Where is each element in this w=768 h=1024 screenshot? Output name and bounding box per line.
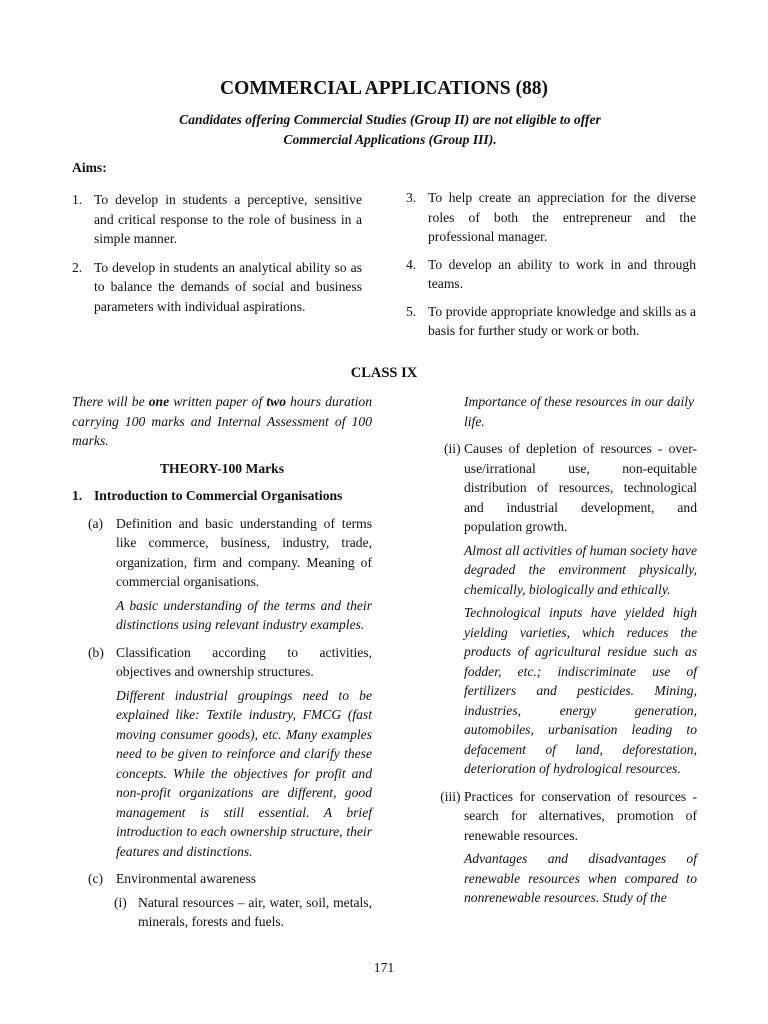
class-heading: CLASS IX: [350, 365, 418, 381]
aim-item: [406, 255, 696, 294]
subsection-note: Advantages and disadvantages of renewable resources when compared to nonrenewable resources. Study of the: [464, 851, 697, 905]
subsection-text: Environmental awareness: [116, 871, 257, 886]
subsection-note: Almost all activities of human society have degraded the environment physically, chemically, biologically and ethically.: [464, 542, 697, 597]
subsection-label: (a): [88, 515, 104, 531]
page-title: COMMERCIAL APPLICATIONS (88): [220, 78, 548, 99]
subsection-text: Definition and basic understanding of terms like commerce, business, industry, trade, organization, firm and company. Meaning of commercial organisations.: [116, 515, 372, 589]
subsection-text: Causes of depletion of resources - over-use/irrational use, non-equitable distribution of resources, technological and industrial development, and population growth.: [464, 441, 697, 534]
subsection-label: (b): [88, 644, 104, 660]
subsection-label: [404, 439, 464, 779]
aims-heading: Aims:: [72, 160, 107, 175]
aim-item: [72, 258, 362, 317]
subsection-text: Natural resources – air, water, soil, metals, minerals, forests and fuels.: [138, 894, 372, 929]
aim-number: 3.: [406, 190, 417, 205]
intro-emphasis-one: one: [148, 394, 170, 409]
subsection-note: Technological inputs have yielded high yielding varieties, which reduces the products of agricultural residue such as fodder, etc.; indiscriminate use of fertilizers and pesticides. Mining, industries, energy generation, automobiles, urbanisation leading to defacement of land, deforestation, deterioration of hydrological resources.: [464, 605, 697, 776]
subsection-label: (i): [114, 894, 127, 910]
aim-number: 2.: [72, 259, 83, 275]
intro-text: hours duration carrying 100 marks and Internal Assessment of 100 marks.: [72, 394, 372, 448]
intro-text: There will be: [72, 394, 149, 409]
aims-right-column: [406, 188, 696, 341]
section-title: Introduction to Commercial Organisations: [94, 488, 343, 503]
subsection-body: [464, 787, 697, 908]
aim-item: [406, 188, 696, 247]
section-number: 1.: [72, 488, 83, 503]
page-number: 171: [373, 960, 395, 975]
subsection-text: Classification according to activities, objectives and ownership structures.: [116, 644, 372, 679]
left-column: [72, 392, 372, 932]
aims-left-column: [72, 190, 362, 316]
aim-number: 1.: [72, 192, 83, 207]
aim-text: To develop in students a perceptive, sensitive and critical response to the role of business in a simple manner.: [94, 192, 362, 246]
subsection-a: [88, 514, 372, 635]
subsection-label: (c): [88, 871, 104, 886]
aim-text: To develop an ability to work in and through teams.: [428, 256, 696, 291]
aim-text: To help create an appreciation for the diverse roles of both the entrepreneur and the professional manager.: [428, 190, 696, 244]
intro-emphasis-two: two: [266, 394, 286, 409]
subsection-c: [88, 869, 372, 889]
aim-item: [72, 190, 362, 249]
exam-intro: [72, 392, 372, 451]
intro-text: written paper of: [169, 394, 267, 409]
subsection-c-iii: [404, 787, 697, 908]
subsection-body: [116, 643, 372, 862]
subsection-label: [404, 787, 464, 908]
subsection-note: A basic understanding of the terms and their distinctions using relevant industry examples.: [116, 597, 372, 632]
subsection-body: [116, 514, 372, 635]
subsection-b: [88, 643, 372, 862]
right-column: [404, 392, 697, 908]
aim-text: To develop in students an analytical ability so as to balance the demands of social and business parameters with individual aspirations.: [94, 259, 362, 314]
subsection-c-i: [114, 893, 372, 932]
aim-text: To provide appropriate knowledge and skills as a basis for further study or work or both.: [428, 303, 696, 338]
subsection-label-text: (iii): [440, 788, 461, 804]
subsection-text: Practices for conservation of resources - search for alternatives, promotion of renewable resources.: [464, 788, 697, 843]
subsection-note: Importance of these resources in our daily life.: [464, 394, 695, 429]
eligibility-note: [150, 110, 630, 150]
eligibility-note-line1: Candidates offering Commercial Studies (Group II) are not eligible to offer: [179, 112, 601, 127]
section-heading: [72, 486, 372, 506]
subsection-c-ii: [404, 439, 697, 779]
aim-number: 5.: [406, 303, 417, 319]
eligibility-note-line2: Commercial Applications (Group III).: [283, 132, 497, 147]
aim-number: 4.: [406, 256, 417, 272]
aim-item: [406, 302, 696, 341]
subsection-note: Different industrial groupings need to be explained like: Textile industry, FMCG (fast moving consumer goods), etc. Many examples need to be given to reinforce and clarify these concepts. While the objectives for profit and non-profit organizations are different, good management is still essential. A brief introduction to each ownership structure, their features and distinctions.: [116, 687, 372, 859]
theory-heading: THEORY-100 Marks: [159, 460, 284, 476]
subsection-body: [464, 439, 697, 779]
subsection-label-text: (ii): [443, 441, 461, 456]
